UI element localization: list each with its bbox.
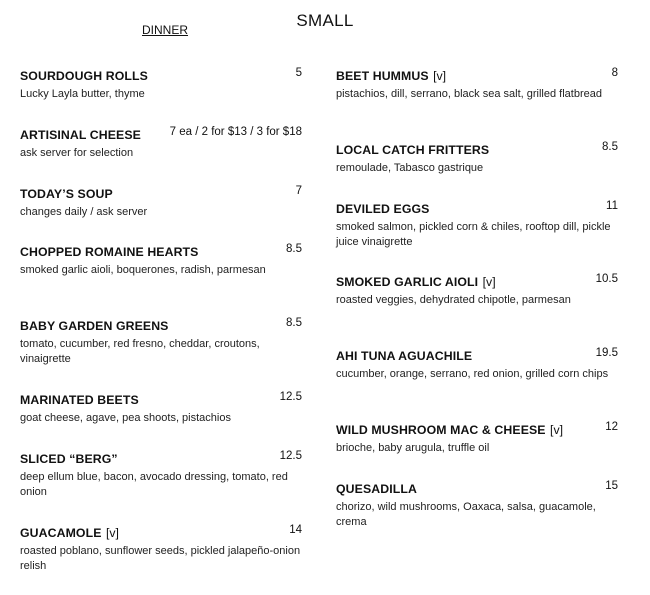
menu-item <box>336 200 618 250</box>
item-price: 7 <box>295 185 302 197</box>
menu-item <box>20 317 302 367</box>
menu-item <box>336 347 618 382</box>
menu-item <box>336 67 618 102</box>
item-description: Lucky Layla butter, thyme <box>20 88 145 100</box>
item-name: BABY GARDEN GREENS <box>20 319 169 333</box>
item-price: 11 <box>606 200 618 212</box>
item-name: MARINATED BEETS <box>20 393 139 407</box>
vegetarian-tag: [v] <box>105 526 119 540</box>
item-description: remoulade, Tabasco gastrique <box>336 162 484 174</box>
item-name: GUACAMOLE <box>20 526 102 540</box>
item-name: SOURDOUGH ROLLS <box>20 69 148 83</box>
menu-item <box>20 243 302 278</box>
section-title: SMALL <box>296 11 354 30</box>
menu-item <box>20 67 302 102</box>
item-name: QUESADILLA <box>336 482 417 496</box>
menu-item <box>336 480 618 530</box>
item-price: 15 <box>605 480 618 492</box>
menu-item <box>20 126 302 161</box>
item-name: DEVILED EGGS <box>336 202 430 216</box>
item-name: AHI TUNA AGUACHILE <box>336 349 473 363</box>
menu-item <box>20 185 302 220</box>
menu-item <box>20 391 302 426</box>
item-name: CHOPPED ROMAINE HEARTS <box>20 245 199 259</box>
item-price: 8.5 <box>286 243 302 255</box>
item-name: SLICED “BERG” <box>20 452 118 466</box>
menu-item <box>20 450 302 500</box>
item-description: ask server for selection <box>20 147 134 159</box>
item-description: cucumber, orange, serrano, red onion, grilled corn chips <box>336 368 609 380</box>
item-name: TODAY’S SOUP <box>20 187 113 201</box>
item-name: ARTISINAL CHEESE <box>20 128 141 142</box>
item-name: BEET HUMMUS <box>336 69 429 83</box>
item-price: 5 <box>295 67 302 79</box>
item-name: SMOKED GARLIC AIOLI <box>336 275 479 289</box>
item-price: 12.5 <box>279 450 302 462</box>
item-price: 19.5 <box>595 347 618 359</box>
item-name: WILD MUSHROOM MAC & CHEESE <box>336 423 546 437</box>
item-name: LOCAL CATCH FRITTERS <box>336 143 490 157</box>
item-price: 8 <box>611 67 618 79</box>
item-description: tomato, cucumber, red fresno, cheddar, croutons, vinaigrette <box>20 338 260 365</box>
item-description: roasted poblano, sunflower seeds, pickled jalapeño-onion relish <box>20 545 301 572</box>
item-price: 14 <box>289 524 302 536</box>
item-description: changes daily / ask server <box>20 206 148 218</box>
vegetarian-tag: [v] <box>482 275 496 289</box>
menu-item <box>336 421 618 456</box>
item-description: smoked garlic aioli, boquerones, radish, parmesan <box>20 264 266 276</box>
dinner-tab-link[interactable]: DINNER <box>142 23 189 37</box>
item-price: 8.5 <box>602 141 618 153</box>
item-price: 10.5 <box>595 273 618 285</box>
item-description: pistachios, dill, serrano, black sea salt, grilled flatbread <box>336 88 602 100</box>
item-price: 12 <box>605 421 618 433</box>
item-description: smoked salmon, pickled corn & chiles, rooftop dill, pickle juice vinaigrette <box>336 221 611 248</box>
item-price: 7 ea / 2 for $13 / 3 for $18 <box>169 126 302 138</box>
item-description: chorizo, wild mushrooms, Oaxaca, salsa, guacamole, crema <box>336 501 596 528</box>
item-price: 8.5 <box>286 317 302 329</box>
menu-item <box>336 141 618 176</box>
item-price: 12.5 <box>279 391 302 403</box>
item-description: goat cheese, agave, pea shoots, pistachios <box>20 412 231 424</box>
menu-item <box>336 273 618 308</box>
vegetarian-tag: [v] <box>433 69 447 83</box>
item-description: deep ellum blue, bacon, avocado dressing, tomato, red onion <box>20 471 288 498</box>
item-description: roasted veggies, dehydrated chipotle, parmesan <box>336 294 571 306</box>
vegetarian-tag: [v] <box>550 423 564 437</box>
menu-item <box>20 524 302 574</box>
item-description: brioche, baby arugula, truffle oil <box>336 442 490 454</box>
